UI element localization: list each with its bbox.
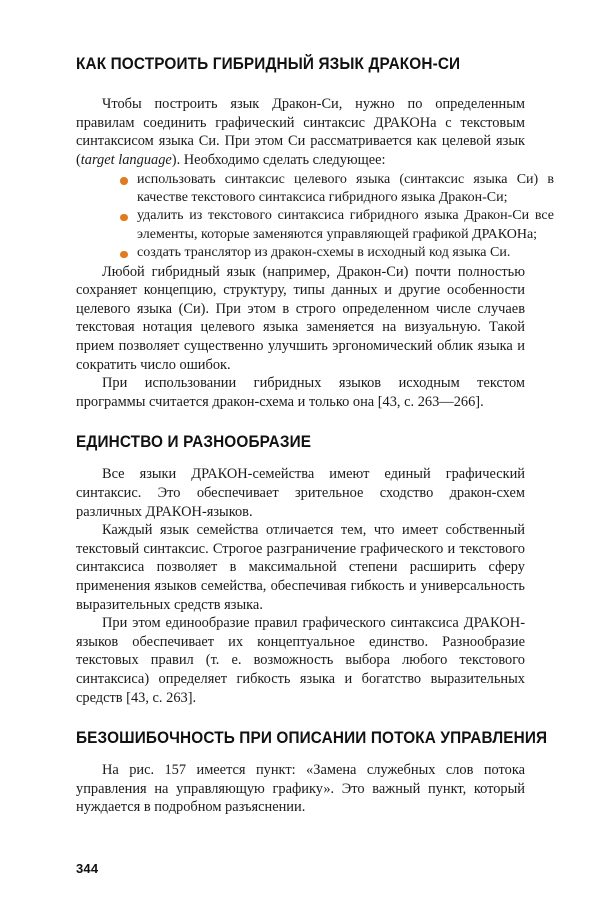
section-heading-2: ЕДИНСТВО И РАЗНООБРАЗИЕ (76, 433, 312, 452)
list-item (120, 244, 554, 262)
spacer (76, 451, 525, 465)
page-content (76, 55, 554, 817)
bullet-list (120, 171, 554, 263)
paragraph-intro-tail: ). Необходимо сделать следующее: (171, 151, 386, 168)
spacer (76, 707, 525, 729)
bullet-dot-icon (120, 251, 128, 259)
paragraph-uniformity: При этом единообразие правил графического синтаксиса ДРАКОН-языков обеспечивает их концептуальное единство. Разнообразие текстовых правил (т. е. возможность выбора любого текстового синтаксиса) определяет гибкость языка и богатство выразительных средств [43, с. 263]. (76, 615, 525, 706)
list-item-text: использовать синтаксис целевого языка (синтаксис языка Си) в качестве текстового синтаксиса гибридного языка Дракон-Си; (137, 171, 554, 205)
list-item (120, 207, 554, 244)
section-2 (76, 433, 525, 451)
bullet-dot-icon (120, 214, 128, 222)
paragraph-source-text: При использовании гибридных языков исходным текстом программы считается дракон-схема и только она [43, с. 263—266]. (76, 375, 525, 410)
section-heading-3: БЕЗОШИБОЧНОСТЬ ПРИ ОПИСАНИИ ПОТОКА УПРАВЛЕНИЯ (76, 729, 548, 748)
page-number: 344 (76, 861, 99, 876)
spacer (76, 411, 525, 433)
paragraph-intro (76, 95, 525, 169)
list-item-text: удалить из текстового синтаксиса гибридного языка Дракон-Си все элементы, которые заменяются управляющей графикой ДРАКОНа; (137, 208, 554, 242)
section-heading-1: КАК ПОСТРОИТЬ ГИБРИДНЫЙ ЯЗЫК ДРАКОН-СИ (76, 55, 461, 73)
bullet-dot-icon (120, 177, 128, 185)
section-3 (76, 729, 548, 748)
paragraph-own-text-syntax: Каждый язык семейства отличается тем, что имеет собственный текстовый синтаксис. Строгое разграничение графического и текстового синтаксиса позволяет в максимальной степени расширить сферу применения языков семейства, обеспечивая гибкость и универсальность выразительных средств языка. (76, 522, 525, 613)
list-item (120, 171, 554, 208)
list-item-text: создать транслятор из дракон-схемы в исходный код языка Си. (137, 245, 511, 261)
section-1 (76, 55, 525, 73)
paragraph-intro-lead: Чтобы построить язык Дракон-Си, нужно по определенным правилам соединить графический синтаксис ДРАКОНа с текстовым синтаксисом языка Си. При этом Си рассматривается как целевой язык ( (76, 96, 525, 168)
paragraph-intro-italic: target language (80, 151, 172, 168)
paragraph-unified-syntax: Все языки ДРАКОН-семейства имеют единый графический синтаксис. Это обеспечивает зрительное сходство дракон-схем различных ДРАКОН-языков. (76, 466, 525, 520)
spacer (76, 747, 525, 761)
paragraph-figure-157: На рис. 157 имеется пункт: «Замена служебных слов потока управления на управляющую графику». Это важный пункт, который нуждается в подробном разъяснении. (76, 762, 525, 816)
paragraph-hybrid-language: Любой гибридный язык (например, Дракон-Си) почти полностью сохраняет концепцию, структуру, типы данных и другие особенности целевого языка (Си). При этом в строго определенном числе случаев текстовая нотация целевого языка заменяется на визуальную. Такой прием позволяет существенно улучшить эргономический облик языка и сократить число ошибок. (76, 263, 525, 373)
spacer (76, 73, 525, 95)
